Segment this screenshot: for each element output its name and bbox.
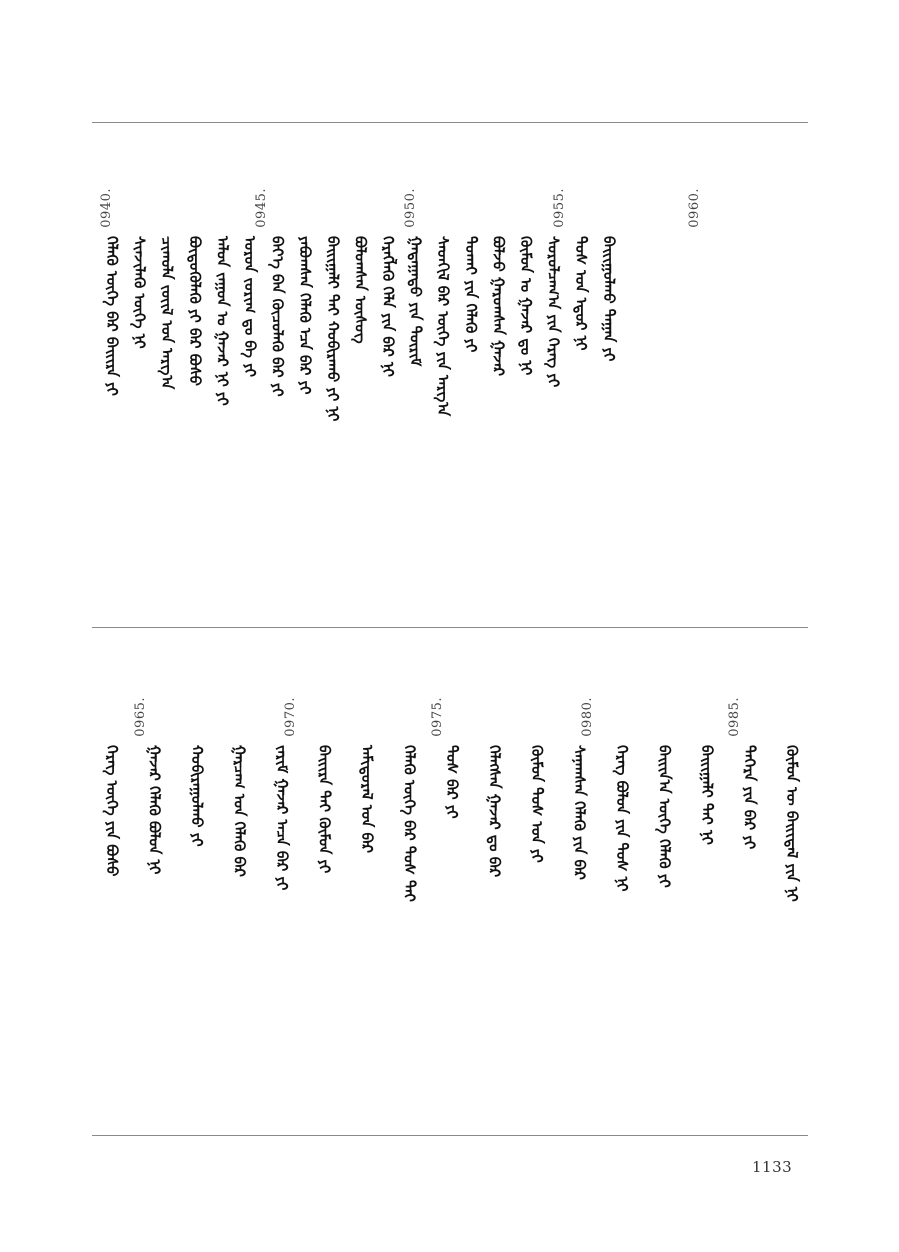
text-line: ᠲᠤᠬᠠᠢ ᠶᠢᠨ ᠬᠡᠯᠡᠬᠦ ᠶᠢ bbox=[461, 236, 480, 353]
text-line: ᠭᠠᠳᠠᠭᠠᠳᠤ ᠶᠢᠨ ᠳᠦᠷᠢᠮ bbox=[406, 236, 425, 367]
text-line: ᠰᠠᠨᠠᠭᠰᠠᠨ ᠬᠡᠯᠡᠬᠦ ᠶᠢᠨ ᠪᠠᠷ bbox=[570, 745, 589, 880]
entry-number: 0955. bbox=[552, 188, 567, 228]
text-line: ᠵᠠᠷᠢᠮ ᠭᠠᠵᠠᠷ ᠠᠴᠠ ᠪᠠᠷ ᠶᠢ bbox=[273, 745, 291, 891]
text-line: ᠰᠡᠳᠬᠢᠯ ᠪᠠᠷ ᠦᠭᠡ ᠶᠢᠨ ᠠᠷᠭ᠎ᠠ bbox=[434, 236, 453, 417]
text-line: ᠬᠡᠯᠡᠬᠦ ᠦᠭᠡ ᠪᠠᠷ ᠪᠠᠢᠢᠷᠠ ᠶᠢ bbox=[103, 236, 121, 396]
entry-number: 0945. bbox=[254, 188, 269, 228]
text-line: ᠪᠡᠶ᠎ᠡ ᠪᠠᠨ ᠬᠦᠴᠦᠯᠡᠬᠦ ᠪᠠᠷ ᠶᠢ bbox=[268, 236, 287, 397]
bottom-rule bbox=[92, 1135, 808, 1136]
text-line: ᠪᠠᠢᠢᠭᠤᠯᠬᠤ ᠳᠠᠭᠠᠨ ᠶᠢ bbox=[599, 236, 618, 362]
text-line: ᠪᠤᠯᠵᠤ ᠭᠠᠷᠤᠭᠰᠠᠨ ᠭᠠᠵᠠᠷ bbox=[489, 236, 508, 376]
text-line: ᠲᠤᠰ ᠪᠠᠷ ᠶᠢ bbox=[443, 745, 461, 819]
text-line: ᠬᠡᠯᠡᠬᠦ ᠦᠭᠡ ᠪᠠᠷ ᠲᠤᠰ ᠲᠠᠢ bbox=[400, 745, 419, 902]
entry-number: 0975. bbox=[430, 697, 445, 737]
text-line: ᠬᠡᠷᠡᠭ ᠦᠭᠡ ᠶᠢᠨ ᠪᠤᠰᠤ bbox=[103, 745, 121, 877]
text-line: ᠬᠦᠮᠦᠨ ᠤ ᠭᠠᠵᠠᠷ ᠳᠤ ᠨᠢ bbox=[517, 236, 535, 376]
entry-number: 0970. bbox=[283, 697, 298, 737]
text-line: ᠭᠠᠷᠴᠠᠭ ᠤᠨ ᠬᠡᠯᠡᠬᠦ ᠪᠠᠷ bbox=[230, 745, 249, 877]
text-line: ᠪᠠᠢᠢᠭᠠᠯᠢ ᠲᠠᠢ ᠬᠤᠪᠢᠷᠠᠬᠤ ᠶᠢ ᠨᠢ bbox=[323, 236, 342, 422]
text-line: ᠬᠡᠯᠡᠭᠰᠡᠨ ᠭᠠᠵᠠᠷ ᠳᠤ ᠪᠠᠷ bbox=[485, 745, 504, 878]
text-line: ᠴᠢᠬᠤᠯᠠ ᠵᠦᠢᠯ ᠤᠨ ᠠᠷᠭ᠎ᠠ bbox=[158, 236, 177, 390]
text-line: ᠤᠷᠤᠨ ᠵᠤᠷᠢᠭ ᠳᠤ ᠪᠠ ᠶᠢ bbox=[241, 236, 259, 378]
text-line: ᠭᠠᠵᠠᠷ ᠬᠡᠯᠡᠬᠦ ᠪᠤᠯᠤᠨ ᠨᠢ bbox=[145, 745, 164, 875]
text-line: ᠲᠤᠰ ᠤᠨ ᠡᠳᠦᠷ ᠨᠢ bbox=[572, 236, 591, 351]
text-line: ᠪᠤᠯᠤᠭᠰᠠᠨ ᠦᠰᠦᠭ bbox=[351, 236, 370, 344]
entry-number: 0950. bbox=[403, 188, 418, 228]
text-line: ᠰᠢᠨᠵᠢᠯᠡᠬᠦ ᠦᠭᠡ ᠨᠢ bbox=[130, 236, 149, 349]
text-line: ᠪᠠᠢᠢᠨ᠎ᠠ ᠦᠭᠡ ᠬᠡᠯᠡᠬᠦ ᠶᠢ bbox=[655, 745, 674, 888]
entry-number: 0965. bbox=[133, 697, 148, 737]
middle-rule bbox=[92, 627, 808, 628]
text-line: ᠪᠦᠳᠦᠭᠦᠯᠡᠬᠦ ᠶᠢ ᠪᠠᠷ ᠪᠤᠰᠤ bbox=[185, 236, 204, 386]
text-line: ᠠᠮᠢᠳᠤᠷᠠᠯ ᠤᠨ ᠪᠠᠷ bbox=[358, 745, 376, 853]
entry-number: 0960. bbox=[687, 188, 702, 228]
page-number: 1133 bbox=[752, 1158, 793, 1176]
entry-number: 0980. bbox=[580, 697, 595, 737]
entry-number: 0985. bbox=[727, 697, 742, 737]
top-rule bbox=[92, 122, 808, 123]
text-line: ᠬᠤᠪᠢᠷᠠᠭᠤᠯᠬᠤ ᠶᠢ bbox=[188, 745, 206, 847]
text-line: ᠰᠤᠷᠤᠯᠴᠠᠭ᠎ᠠ ᠶᠢᠨ ᠬᠡᠷᠡᠭ ᠶᠢ bbox=[544, 236, 563, 388]
text-line: ᠠᠯᠤᠨ ᠵᠠᠭᠤᠨ ᠤ ᠭᠠᠵᠠᠷ ᠨᠢ ᠶᠢ bbox=[213, 236, 232, 406]
text-line: ᠬᠡᠷᠡᠭ ᠪᠤᠯᠤᠨ ᠶᠢᠨ ᠲᠤᠰ ᠨᠢ bbox=[613, 745, 631, 892]
text-line: ᠬᠦᠮᠦᠨ ᠦ ᠪᠠᠢᠢᠳᠠᠯ ᠶᠢᠨ ᠨᠢ bbox=[783, 745, 801, 902]
text-line: ᠶᠠᠪᠤᠭᠰᠠᠨ ᠬᠡᠯᠡᠬᠦ ᠡᠴᠡ ᠪᠠᠷ ᠶᠢ bbox=[296, 236, 315, 395]
text-line: ᠪᠠᠢᠢᠷᠠ ᠲᠠᠢ ᠬᠦᠮᠦᠨ ᠶᠢ bbox=[315, 745, 334, 874]
entry-number: 0940. bbox=[99, 188, 114, 228]
text-line: ᠪᠠᠢᠢᠭᠠᠯᠢ ᠲᠠᠢ ᠨᠢ bbox=[698, 745, 716, 845]
text-line: ᠬᠡᠷᠡᠭᠯᠡᠬᠦ ᠬᠡᠯᠡ ᠶᠢᠨ ᠪᠠᠷ ᠨᠢ bbox=[379, 236, 397, 377]
text-line: ᠳᠡᠭᠡᠷᠡ ᠶᠢᠨ ᠪᠠᠷ ᠶᠢ bbox=[740, 745, 759, 850]
text-line: ᠬᠦᠮᠦᠨ ᠲᠤᠰ ᠤᠨ ᠶᠢ bbox=[528, 745, 546, 863]
